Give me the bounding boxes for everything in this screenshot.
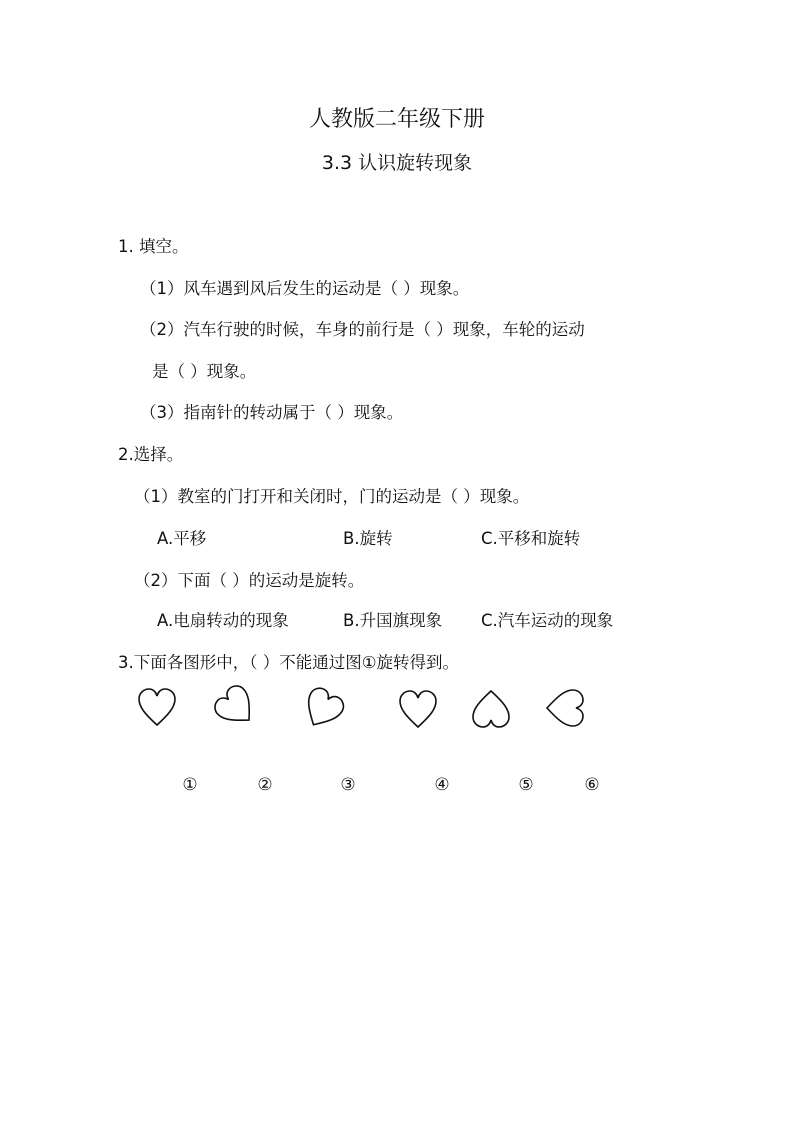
q2-item-2: （2）下面（ ）的运动是旋转。: [134, 571, 365, 590]
figure-label-4: ④: [434, 775, 450, 795]
q2-item-1-option-c: C.平移和旋转: [481, 529, 581, 548]
q2-item-1-option-a: A.平移: [157, 529, 207, 548]
q1-item-1: （1）风车遇到风后发生的运动是（ ）现象。: [140, 279, 470, 298]
q2-item-2-option-c: C.汽车运动的现象: [481, 611, 614, 630]
q1-item-2-continued: 是（ ）现象。: [152, 362, 257, 381]
q1-heading: 1. 填空。: [118, 237, 189, 256]
page-subtitle: 3.3 认识旋转现象: [321, 152, 473, 174]
page-title: 人教版二年级下册: [308, 107, 485, 132]
q1-item-2: （2）汽车行驶的时候，车身的前行是（ ）现象，车轮的运动: [140, 320, 585, 339]
q2-item-2-option-b: B.升国旗现象: [343, 611, 443, 630]
q2-item-1: （1）教室的门打开和关闭时，门的运动是（ ）现象。: [134, 487, 530, 506]
heart-figure-4-icon: [396, 688, 440, 732]
figure-label-1: ①: [182, 775, 198, 795]
figure-label-3: ③: [340, 775, 356, 795]
figure-label-6: ⑥: [584, 775, 600, 795]
figure-label-2: ②: [257, 775, 273, 795]
heart-figure-5-icon: [469, 686, 513, 730]
heart-figure-1-icon: [135, 686, 179, 730]
q2-item-1-option-b: B.旋转: [343, 529, 393, 548]
q3-heading: 3.下面各图形中，（ ）不能通过图①旋转得到。: [118, 653, 460, 672]
heart-figure-2-icon: [215, 686, 259, 730]
heart-figure-6-icon: [542, 686, 586, 730]
q2-heading: 2.选择。: [118, 445, 184, 464]
q1-item-3: （3）指南针的转动属于（ ）现象。: [140, 403, 404, 422]
figure-label-5: ⑤: [518, 775, 534, 795]
q2-item-2-option-a: A.电扇转动的现象: [157, 611, 289, 630]
heart-figure-3-icon: [300, 688, 344, 732]
